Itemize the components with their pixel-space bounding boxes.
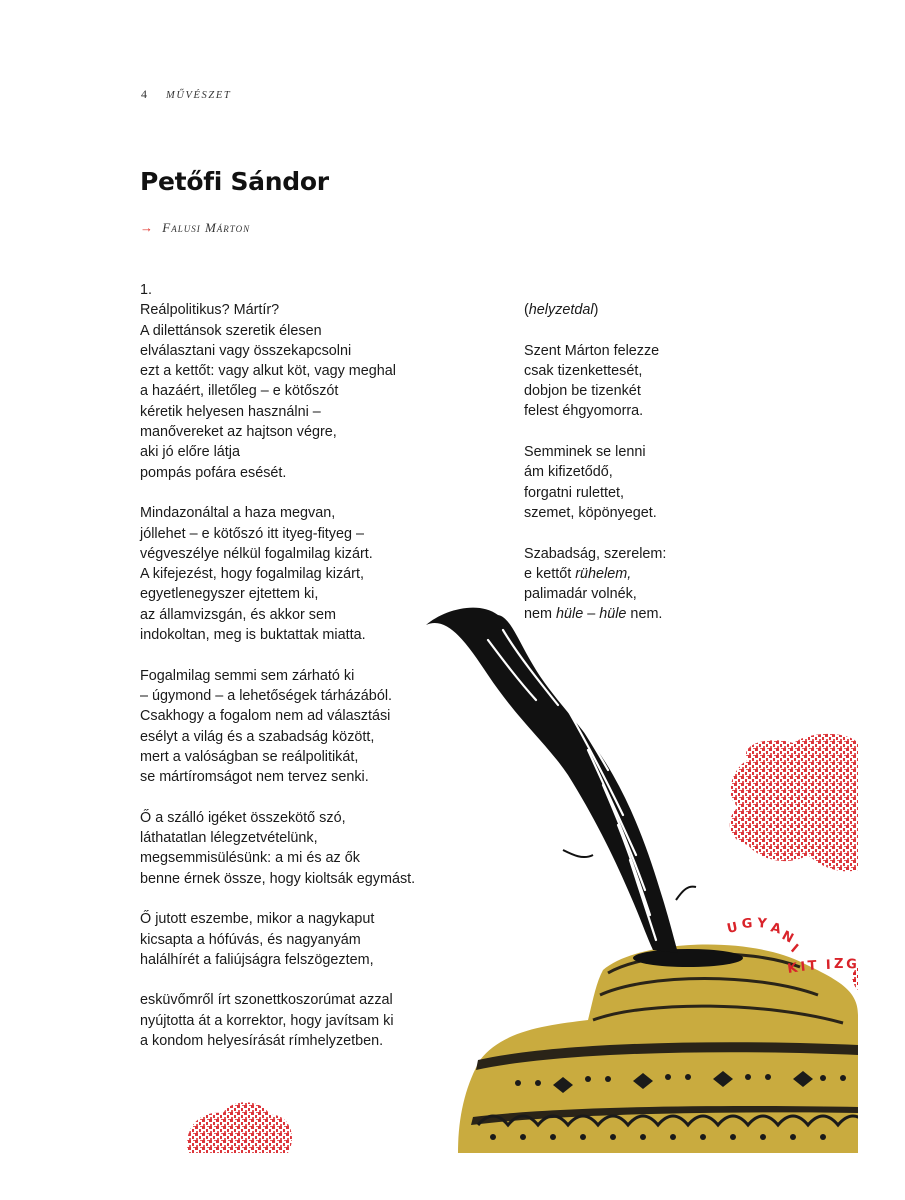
poem-line: Mindazonáltal a haza megvan, bbox=[140, 505, 336, 522]
poem-line: jóllehet – e kötőszó itt ityeg-fityeg – bbox=[140, 525, 364, 542]
line-text: csak tizenkettesét, bbox=[524, 362, 643, 379]
line-text: – bbox=[583, 606, 600, 623]
poem-line: indokoltan, meg is buktattak miatta. bbox=[140, 627, 366, 644]
line-text: Szent Márton felezze bbox=[524, 342, 660, 359]
svg-text:T: T bbox=[807, 958, 818, 974]
poem-line: kicsapta a hófúvás, és nagyanyám bbox=[140, 931, 361, 948]
poem-line: esélyt a világ és a szabadság között, bbox=[140, 728, 375, 745]
poem-line: aki jó előre látja bbox=[140, 444, 240, 461]
line-text: nem. bbox=[626, 606, 663, 623]
poem-line: egyetlenegyszer ejtettem ki, bbox=[140, 586, 319, 603]
line-text: ( bbox=[524, 302, 529, 318]
poem-line bbox=[524, 503, 666, 523]
svg-text:A: A bbox=[768, 920, 783, 938]
poem-line: A kifejezést, hogy fogalmilag kizárt, bbox=[140, 566, 364, 583]
svg-text:I: I bbox=[799, 959, 807, 975]
stanza-break bbox=[524, 422, 666, 442]
poem-line: a kondom helyesírását rímhelyzetben. bbox=[140, 1032, 384, 1049]
svg-text:G: G bbox=[845, 957, 858, 973]
svg-text:I: I bbox=[825, 957, 831, 973]
svg-text:Y: Y bbox=[756, 916, 768, 932]
line-text: ám kifizetődő, bbox=[524, 464, 613, 481]
poem-line: elválasztani vagy összekapcsolni bbox=[140, 342, 352, 359]
svg-text:N: N bbox=[779, 928, 796, 947]
poem-line bbox=[524, 442, 666, 462]
poem-line: mert a valóságban se reálpolitikát, bbox=[140, 748, 359, 765]
emphasis-text: hüle bbox=[599, 606, 627, 623]
poem-line: A dilettánsok szeretik élesen bbox=[140, 322, 322, 339]
line-text: ) bbox=[593, 302, 599, 318]
poem-line bbox=[524, 544, 666, 564]
stanza-break bbox=[524, 523, 666, 543]
line-text: Semminek se lenni bbox=[524, 444, 646, 461]
line-text: felest éhgyomorra. bbox=[524, 403, 644, 420]
poem-line: az államvizsgán, és akkor sem bbox=[140, 606, 336, 623]
poem-line bbox=[524, 462, 666, 482]
poem-line: nyújtotta át a korrektor, hogy javítsam ki bbox=[140, 1012, 394, 1029]
poem-line: halálhírét a faliújságra felszögeztem, bbox=[140, 951, 374, 968]
emphasis-text: helyzetdal bbox=[528, 302, 594, 318]
poem-line: láthatatlan lélegzetvételünk, bbox=[140, 830, 318, 847]
poem-line: manővereket az hajtson végre, bbox=[140, 424, 337, 441]
poem-line: pompás pofára esését. bbox=[140, 464, 287, 481]
poem-line bbox=[524, 401, 666, 421]
poem-left-column bbox=[140, 280, 415, 1051]
poem-line bbox=[524, 584, 666, 604]
poem-line: Ő a szálló igéket összekötő szó, bbox=[140, 809, 346, 826]
emphasis-text: hüle bbox=[556, 606, 584, 623]
poem-line: Csakhogy a fogalom nem ad választási bbox=[140, 708, 391, 725]
svg-text:G: G bbox=[741, 916, 753, 932]
line-text: forgatni rulettet, bbox=[524, 484, 624, 501]
svg-text:Z: Z bbox=[834, 957, 844, 972]
poem-line bbox=[524, 564, 666, 584]
poem-line bbox=[524, 381, 666, 401]
poem-line: se mártíromságot nem tervez senki. bbox=[140, 769, 369, 786]
poem-line: ezt a kettőt: vagy alkut köt, vagy meghal bbox=[140, 363, 396, 380]
poem-line: esküvőmről írt szonettkoszorúmat azzal bbox=[140, 992, 393, 1009]
line-text: palimadár volnék, bbox=[524, 586, 637, 603]
poem-line: kéretik helyesen használni – bbox=[140, 403, 321, 420]
red-cloud-bottom-icon bbox=[187, 1102, 292, 1153]
poem-line bbox=[524, 341, 666, 361]
svg-text:I: I bbox=[787, 941, 801, 957]
emphasis-text: rühelem, bbox=[575, 565, 632, 582]
poem-line: benne érnek össze, hogy kioltsák egymást. bbox=[140, 870, 416, 887]
author-name: Falusi Márton bbox=[162, 220, 251, 235]
running-head bbox=[141, 87, 231, 102]
poem-line: 1. bbox=[140, 282, 153, 298]
section-label: MŰVÉSZET bbox=[166, 90, 232, 101]
poem-line bbox=[524, 361, 666, 381]
poem-line: Ő jutott eszembe, mikor a nagykaput bbox=[140, 911, 375, 928]
line-text: szemet, köpönyeget. bbox=[524, 504, 657, 521]
stanza-break bbox=[140, 483, 415, 503]
poem-line: végveszélye nélkül fogalmilag kizárt. bbox=[140, 545, 373, 562]
poem-line: – úgymond – a lehetőségek tárházából. bbox=[140, 687, 393, 704]
poem-line bbox=[524, 300, 666, 320]
stanza-break bbox=[140, 645, 415, 665]
poem-line: megsemmisülésünk: a mi és az ők bbox=[140, 850, 360, 867]
stanza-break bbox=[140, 970, 415, 990]
stanza-break bbox=[140, 787, 415, 807]
pot-icon bbox=[458, 945, 858, 1153]
line-text: e kettőt bbox=[524, 565, 576, 582]
red-cloud-right-icon bbox=[730, 734, 858, 871]
poem-line: a hazáért, illetőleg – e kötőszót bbox=[140, 383, 339, 400]
stanza-break bbox=[524, 320, 666, 340]
poem-line: Reálpolitikus? Mártír? bbox=[140, 302, 280, 319]
poem-right-column bbox=[524, 300, 666, 625]
line-text: dobjon be tizenkét bbox=[524, 383, 641, 400]
line-text: nem bbox=[524, 606, 556, 623]
page-number: 4 bbox=[141, 87, 147, 101]
stanza-break bbox=[140, 889, 415, 909]
poem-line bbox=[524, 483, 666, 503]
smoke-icon bbox=[426, 608, 696, 953]
page bbox=[48, 55, 858, 1153]
author-byline bbox=[140, 220, 250, 236]
svg-text:K: K bbox=[786, 960, 799, 977]
article-title: Petőfi Sándor bbox=[140, 167, 329, 196]
poem-line bbox=[524, 604, 666, 624]
svg-text:U: U bbox=[725, 920, 740, 937]
line-text: Szabadság, szerelem: bbox=[524, 545, 667, 562]
arrow-right-icon: → bbox=[140, 220, 154, 235]
poem-line: Fogalmilag semmi sem zárható ki bbox=[140, 667, 355, 684]
